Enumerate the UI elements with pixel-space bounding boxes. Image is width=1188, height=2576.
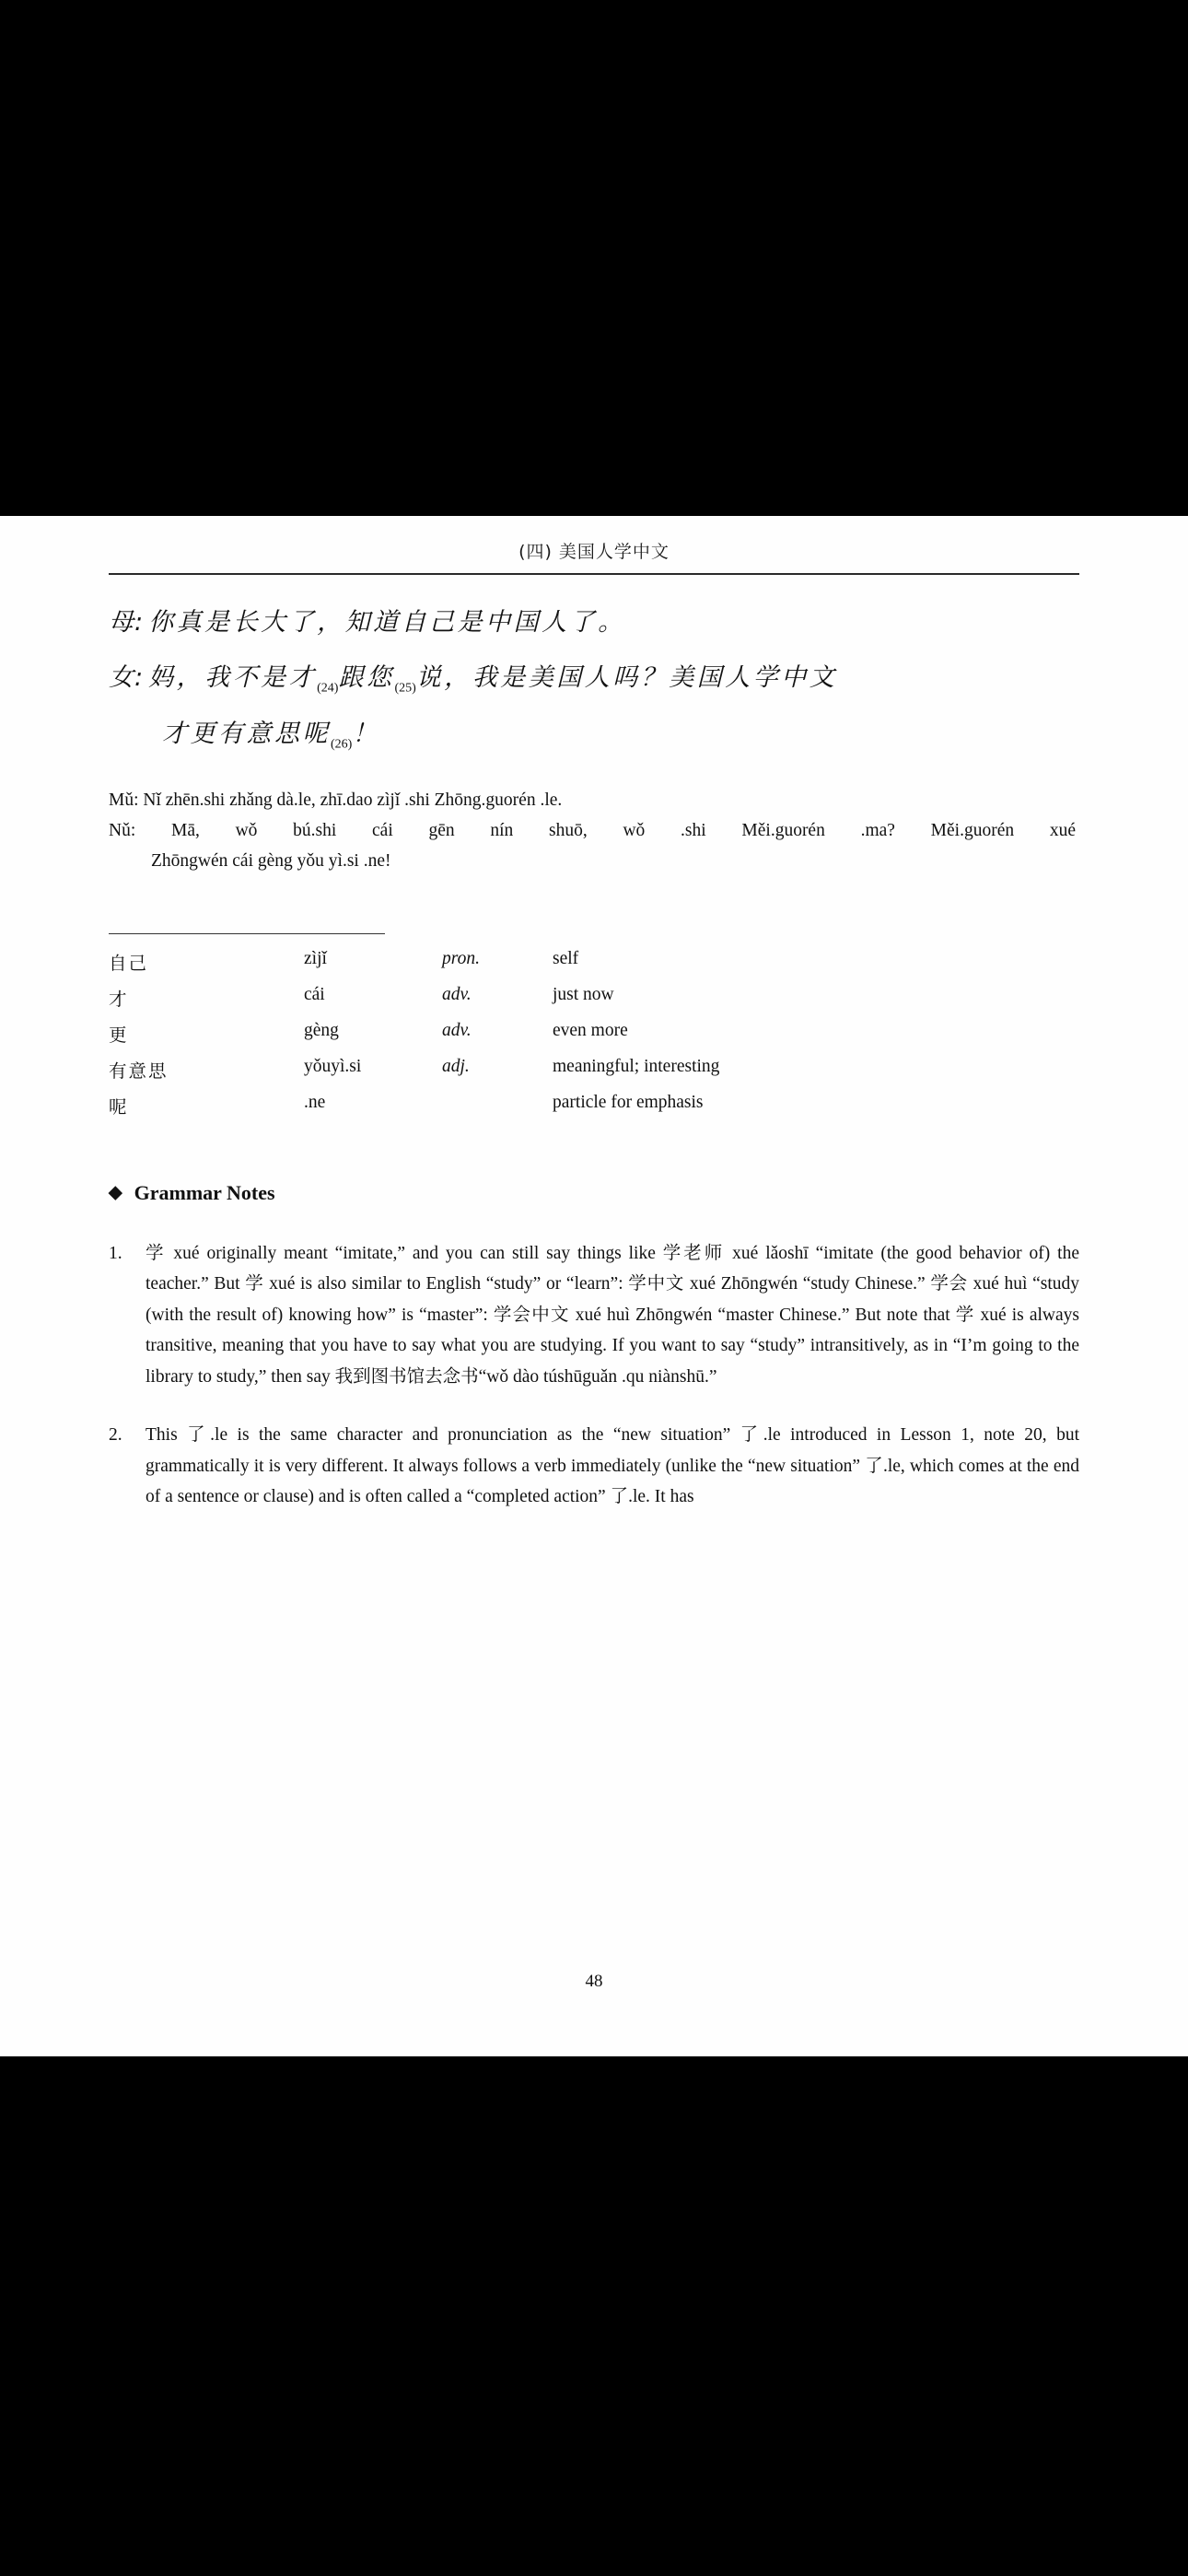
footnote-marker-25: (25) bbox=[394, 681, 416, 696]
vocab-pos: pron. bbox=[442, 948, 480, 968]
pinyin-line-continuation: Zhōngwén cái gèng yǒu yì.si .ne! bbox=[151, 851, 391, 872]
table-row bbox=[109, 980, 1079, 1016]
dialogue-continuation-text: 才更有意思呢 bbox=[162, 719, 331, 748]
table-row bbox=[109, 944, 1079, 980]
dialogue-line-mother bbox=[109, 603, 1079, 643]
letterbox-top bbox=[0, 0, 1188, 516]
vocab-definition: just now bbox=[553, 984, 614, 1004]
vocab-definition: even more bbox=[553, 1020, 628, 1040]
table-row bbox=[109, 1016, 1079, 1052]
vocab-pinyin: .ne bbox=[304, 1092, 326, 1112]
vocab-hanzi: 才 bbox=[109, 988, 129, 1010]
grammar-notes-list bbox=[109, 1238, 1079, 1513]
grammar-note-number: 1. bbox=[109, 1243, 122, 1263]
vocab-pos bbox=[442, 1088, 553, 1124]
vocab-pinyin: cái bbox=[304, 984, 325, 1004]
pinyin-block bbox=[109, 787, 1079, 876]
letterbox-bottom bbox=[0, 2056, 1188, 2576]
speaker-label-mother: 母: bbox=[109, 608, 145, 637]
dialogue-text-part-b: 跟您 bbox=[338, 662, 395, 692]
vocab-pinyin: yǒuyì.si bbox=[304, 1056, 362, 1076]
table-row bbox=[109, 1052, 1079, 1088]
dialogue-text-part-a: 妈，我不是才 bbox=[148, 662, 318, 692]
vocab-pos: adv. bbox=[442, 984, 472, 1004]
vocab-pos: adj. bbox=[442, 1056, 470, 1076]
vocab-hanzi: 自己 bbox=[109, 952, 149, 974]
diamond-icon: ◆ bbox=[109, 1183, 122, 1203]
vocab-definition: self bbox=[553, 948, 579, 968]
dialogue-text-mother: 你真是长大了，知道自己是中国人了。 bbox=[148, 608, 626, 637]
dialogue-block bbox=[109, 603, 1079, 755]
list-item bbox=[109, 1238, 1079, 1393]
dialogue-text-part-c: 说，我是美国人吗？美国人学中文 bbox=[415, 662, 838, 692]
vocab-definition: particle for emphasis bbox=[553, 1092, 704, 1112]
pinyin-line-mother: Mǔ: Nǐ zhēn.shi zhǎng dà.le, zhī.dao zìjǐ .shi Zhōng.guorén .le. bbox=[109, 790, 563, 810]
vocabulary-section bbox=[109, 933, 1079, 1124]
grammar-note-text: This 了.le is the same character and pronunciation as the “new situation” 了.le introduced in Lesson 1, note 20, but grammatically it is very different. It always follows a verb immediately (unlike the “new situation” 了.le, which comes at the end of a sentence or clause) and is often called a “completed action” 了.le. It has bbox=[146, 1425, 1079, 1507]
dialogue-continuation-tail: ！ bbox=[352, 719, 380, 748]
footnote-marker-26: (26) bbox=[331, 737, 353, 752]
vocab-pinyin: zìjǐ bbox=[304, 948, 327, 968]
pinyin-line-daughter: Nǔ: Mā, wǒ bú.shi cái gēn nín shuō, wǒ .shi Měi.guorén .ma? Měi.guorén xué bbox=[109, 821, 1076, 841]
dialogue-line-continuation bbox=[109, 714, 1079, 755]
page-number: 48 bbox=[585, 1972, 603, 1991]
grammar-note-text: 学 xué originally meant “imitate,” and you can still say things like 学老师 xué lǎoshī “imitate (the good behavior of) the teacher.” But 学 xué is also similar to English “study” or “learn”: 学中文 xué Zhōngwén “study Chinese.” 学会 xué huì “study (with the result of) knowing how” is “master”: 学会中文 xué huì Zhōngwén “master Chinese.” But note that 学 xué is always transitive, meaning that you have to say what you are studying. If you want to say “study” intransitively, as in “I’m going to the library to study,” then say 我到图书馆去念书“wǒ dào túshūguǎn .qu niànshū.” bbox=[146, 1243, 1079, 1387]
vocab-pos: adv. bbox=[442, 1020, 472, 1040]
vocab-hanzi: 呢 bbox=[109, 1095, 129, 1118]
vocab-hanzi: 有意思 bbox=[109, 1060, 169, 1082]
footnote-marker-24: (24) bbox=[317, 681, 339, 696]
speaker-label-daughter: 女: bbox=[109, 662, 145, 692]
vocab-hanzi: 更 bbox=[109, 1024, 129, 1046]
running-head: (四) 美国人学中文 bbox=[518, 542, 670, 562]
header-rule bbox=[109, 573, 1079, 575]
dialogue-line-daughter bbox=[109, 658, 1079, 699]
vocabulary-rule bbox=[109, 933, 385, 934]
table-row bbox=[109, 1088, 1079, 1124]
grammar-notes-heading bbox=[109, 1181, 1079, 1205]
grammar-note-number: 2. bbox=[109, 1425, 122, 1446]
grammar-notes-title: Grammar Notes bbox=[134, 1180, 275, 1204]
vocab-definition: meaningful; interesting bbox=[553, 1056, 720, 1076]
scanned-page bbox=[0, 516, 1188, 2056]
vocab-pinyin: gèng bbox=[304, 1020, 339, 1040]
vocabulary-table bbox=[109, 944, 1079, 1124]
list-item bbox=[109, 1420, 1079, 1513]
